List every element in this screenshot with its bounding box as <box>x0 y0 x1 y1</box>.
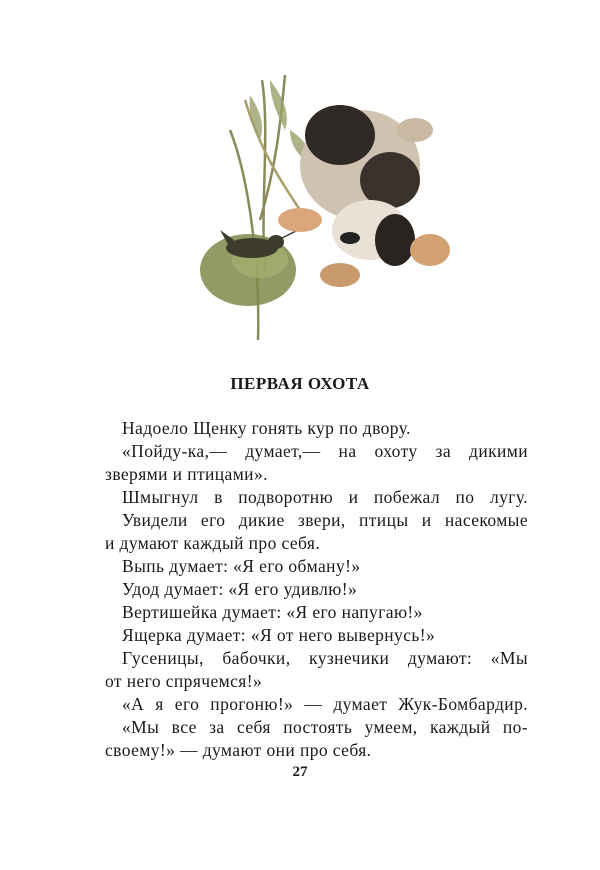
puppy-icon <box>278 105 450 287</box>
text-line: Удод думает: «Я его удивлю!» <box>122 579 358 599</box>
text-line: от него спрячемся!» <box>105 671 263 691</box>
text-line: «Пойду-ка,— думает,— на охоту за дикими <box>122 441 528 461</box>
text-line: «А я его прогоню!» — думает Жук-Бомбардир. <box>122 694 528 714</box>
text-line: Гусеницы, бабочки, кузнечики думают: «Мы <box>122 648 528 668</box>
text-line: и думают каждый про себя. <box>105 533 321 553</box>
illustration-puppy-and-grasshopper <box>190 70 460 360</box>
text-line: Выпь думает: «Я его обману!» <box>122 556 361 576</box>
text-line: Вертишейка думает: «Я его напугаю!» <box>122 602 423 622</box>
text-line: своему!» — думают они про себя. <box>105 740 372 760</box>
text-line: «Мы все за себя постоять умеем, каждый по- <box>122 717 528 737</box>
text-line: Ящерка думает: «Я от него вывернусь!» <box>122 625 436 645</box>
story-title: ПЕРВАЯ ОХОТА <box>230 374 370 393</box>
page-number: 27 <box>292 764 308 780</box>
text-line: Шмыгнул в подворотню и побежал по лугу. <box>122 487 528 507</box>
text-line: Надоело Щенку гонять кур по двору. <box>122 418 411 438</box>
text-line: Увидели его дикие звери, птицы и насекомые <box>122 510 528 530</box>
text-line: зверями и птицами». <box>105 464 268 484</box>
